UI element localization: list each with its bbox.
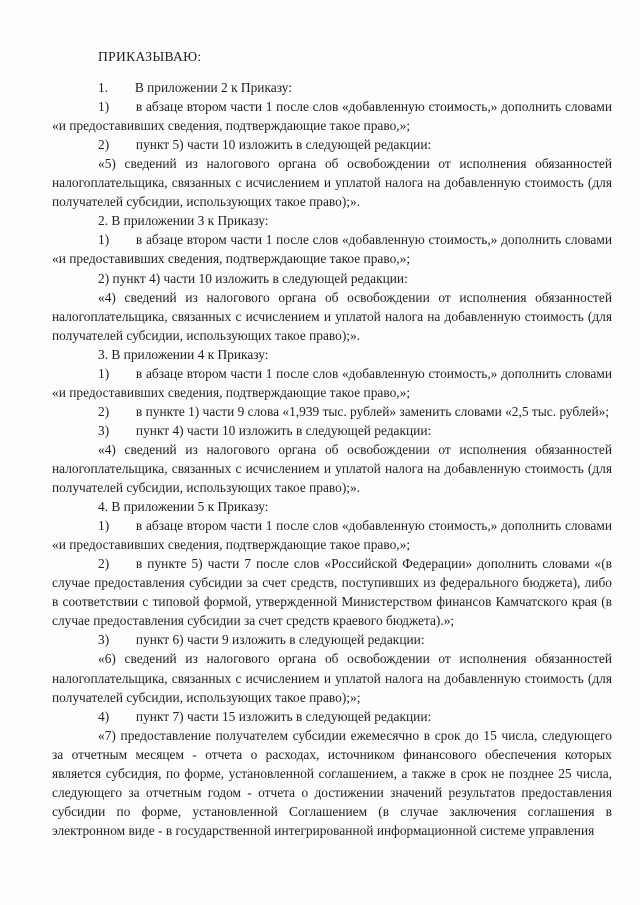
paragraph-item-1-2: 2) пункт 5) части 10 изложить в следующей редакции: [98,137,432,153]
paragraph-item-3-1: 1) в абзаце втором части 1 после слов «добавленную стоимость,» дополнить словами «и предоставивших сведения, подтверждающие такое право,»; [52,365,612,400]
paragraph-item-3-3: 3) пункт 4) части 10 изложить в следующей редакции: [98,422,432,438]
paragraph-quote-5: «5) сведений из налогового органа об освобождении от исполнения обязанностей налогоплательщика, связанных с исчислением и уплатой налога на добавленную стоимость (для получателей субсидии, использующих такое право);». [52,156,612,210]
paragraph-quote-7: «7) предоставление получателем субсидии ежемесячно в срок до 15 числа, следующего за отчетным месяцем - отчета о расходах, источником финансового обеспечения которых является субсидия, по форме, установленной соглашением, а также в срок не позднее 25 числа, следующего за отчетным годом - отчета о достижении значений результатов предоставления субсидии по форме, установленной Соглашением (в случае заключения соглашения в электронном виде - в государственной интегрированной информационной системе управления [52,727,612,838]
paragraph-item-1-1: 1) в абзаце втором части 1 после слов «добавленную стоимость,» дополнить словами «и предоставивших сведения, подтверждающие такое право,»; [52,99,612,134]
paragraph-quote-4b: «4) сведений из налогового органа об освобождении от исполнения обязанностей налогоплательщика, связанных с исчислением и уплатой налога на добавленную стоимость (для получателей субсидии, использующих такое право);». [52,441,612,496]
paragraph-item-2: 2. В приложении 3 к Приказу: [98,213,269,229]
paragraph-quote-6: «6) сведений из налогового органа об освобождении от исполнения обязанностей налогоплательщика, связанных с исчислением и уплатой налога на добавленную стоимость (для получателей субсидии, использующих такое право);»; [52,651,612,705]
paragraph-item-4-3: 3) пункт 6) части 9 изложить в следующей редакции: [98,632,425,648]
paragraph-item-4-1: 1) в абзаце втором части 1 после слов «добавленную стоимость,» дополнить словами «и предоставивших сведения, подтверждающие такое право,»; [52,518,612,553]
paragraph-item-2-1: 1) в абзаце втором части 1 после слов «добавленную стоимость,» дополнить словами «и предоставивших сведения, подтверждающие такое право,»; [52,232,612,267]
paragraph-item-3-2: 2) в пункте 1) части 9 слова «1,939 тыс. рублей» заменить словами «2,5 тыс. рублей»; [98,403,610,419]
paragraph-item-4-2: 2) в пункте 5) части 7 после слов «Российской Федерации» дополнить словами «(в случае предоставления субсидии за счет средств, поступивших из федерального бюджета), либо в соответствии с типовой формой, утвержденной Министерством финансов Камчатского края (в случае предоставления субсидии за счет средств краевого бюджета).»; [52,556,612,629]
paragraph-item-2-2: 2) пункт 4) части 10 изложить в следующей редакции: [98,270,408,286]
paragraph-item-4: 4. В приложении 5 к Приказу: [98,499,269,515]
paragraph-item-3: 3. В приложении 4 к Приказу: [98,346,269,362]
document-heading: ПРИКАЗЫВАЮ: [98,49,202,64]
paragraph-item-1: 1. В приложении 2 к Приказу: [98,80,292,96]
paragraph-quote-4a: «4) сведений из налогового органа об освобождении от исполнения обязанностей налогоплательщика, связанных с исчислением и уплатой налога на добавленную стоимость (для получателей субсидии, использующих такое право);». [52,289,612,343]
paragraph-item-4-4: 4) пункт 7) части 15 изложить в следующей редакции: [98,708,432,724]
